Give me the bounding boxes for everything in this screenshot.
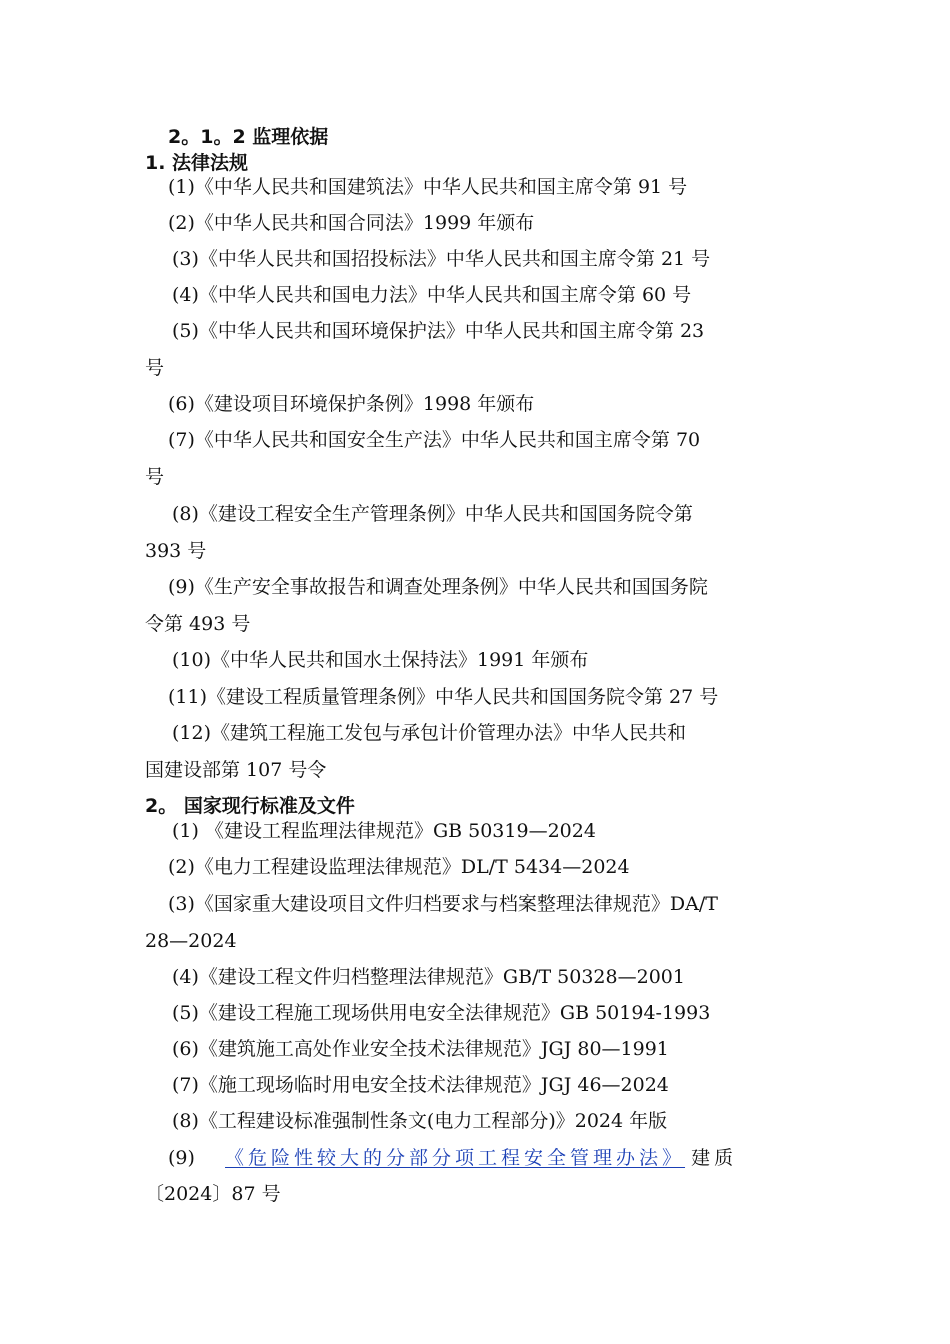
standard-item-3: (3)《国家重大建设项目文件归档要求与档案整理法律规范》DA/T <box>168 893 718 915</box>
standard-item-9 <box>168 1145 833 1171</box>
standard-item-1: (1) 《建设工程监理法律规范》GB 50319—2024 <box>172 820 596 842</box>
standard-item-6: (6)《建筑施工高处作业安全技术法律规范》JGJ 80—1991 <box>172 1038 669 1060</box>
standard-item-8: (8)《工程建设标准强制性条文(电力工程部分)》2024 年版 <box>172 1110 668 1132</box>
law-item-10: (10)《中华人民共和国水土保持法》1991 年颁布 <box>172 649 589 671</box>
law-item-6: (6)《建设项目环境保护条例》1998 年颁布 <box>168 393 535 415</box>
standard-item-4: (4)《建设工程文件归档整理法律规范》GB/T 50328—2001 <box>172 966 685 988</box>
section-title: 2。1。2 监理依据 <box>168 126 329 148</box>
standard-item-9-cont: 〔2024〕87 号 <box>145 1183 281 1205</box>
law-item-12: (12)《建筑工程施工发包与承包计价管理办法》中华人民共和 <box>172 722 687 744</box>
law-item-8-cont: 393 号 <box>145 540 207 562</box>
law-item-1: (1)《中华人民共和国建筑法》中华人民共和国主席令第 91 号 <box>168 176 688 198</box>
law-item-11: (11)《建设工程质量管理条例》中华人民共和国国务院令第 27 号 <box>168 686 719 708</box>
law-item-9-cont: 令第 493 号 <box>145 613 251 635</box>
standard-item-9-suffix: 建质 <box>691 1147 738 1169</box>
standard-item-3-cont: 28—2024 <box>145 930 237 952</box>
law-item-3: (3)《中华人民共和国招投标法》中华人民共和国主席令第 21 号 <box>172 248 711 270</box>
law-item-5-cont: 号 <box>145 357 165 379</box>
standard-item-9-link[interactable]: 《危险性较大的分部分项工程安全管理办法》 <box>225 1147 686 1169</box>
standard-item-5: (5)《建设工程施工现场供用电安全法律规范》GB 50194-1993 <box>172 1002 711 1024</box>
law-item-2: (2)《中华人民共和国合同法》1999 年颁布 <box>168 212 535 234</box>
law-item-7-cont: 号 <box>145 466 165 488</box>
law-item-5: (5)《中华人民共和国环境保护法》中华人民共和国主席令第 23 <box>172 320 705 342</box>
law-item-4: (4)《中华人民共和国电力法》中华人民共和国主席令第 60 号 <box>172 284 692 306</box>
standard-item-7: (7)《施工现场临时用电安全技术法律规范》JGJ 46—2024 <box>172 1074 669 1096</box>
part2-heading: 2。 国家现行标准及文件 <box>145 795 355 817</box>
law-item-9: (9)《生产安全事故报告和调查处理条例》中华人民共和国国务院 <box>168 576 708 598</box>
standard-item-9-number: (9) <box>168 1147 195 1169</box>
law-item-8: (8)《建设工程安全生产管理条例》中华人民共和国国务院令第 <box>172 503 693 525</box>
part1-heading: 1. 法律法规 <box>145 152 249 174</box>
law-item-7: (7)《中华人民共和国安全生产法》中华人民共和国主席令第 70 <box>168 429 701 451</box>
standard-item-2: (2)《电力工程建设监理法律规范》DL/T 5434—2024 <box>168 856 630 878</box>
law-item-12-cont: 国建设部第 107 号令 <box>145 759 327 781</box>
